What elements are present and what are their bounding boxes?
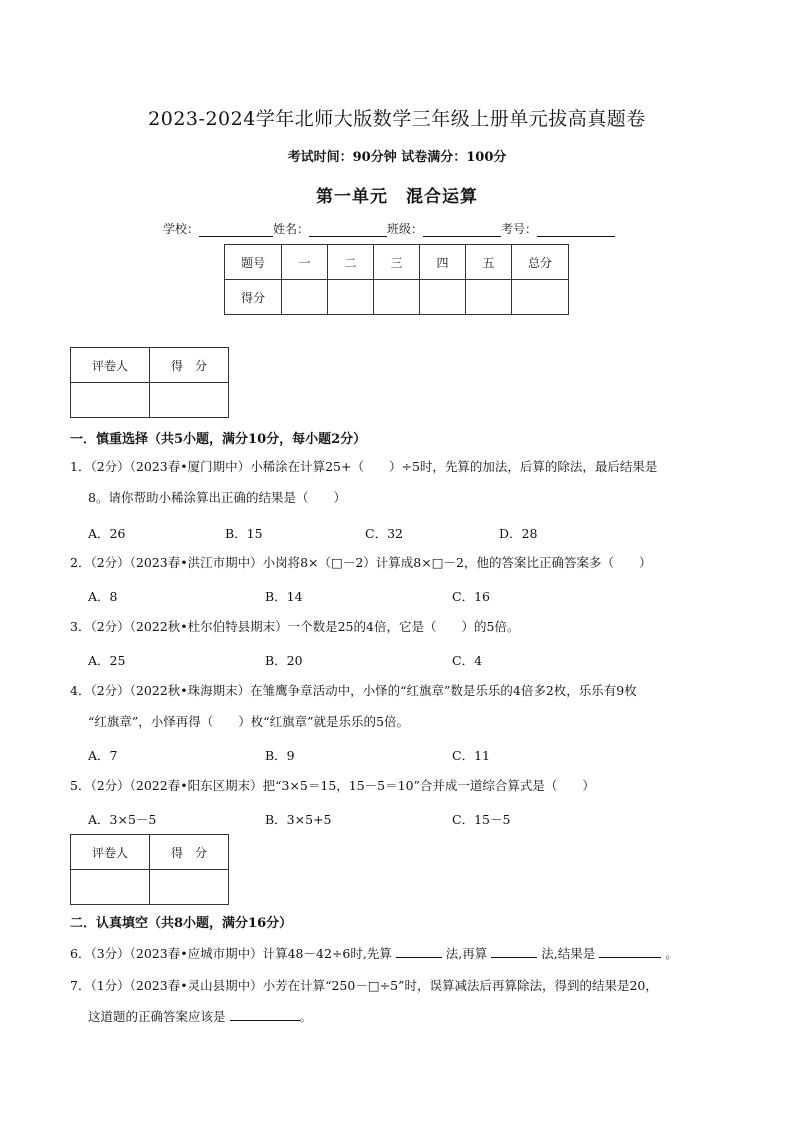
- question-3: [70, 611, 730, 642]
- score-cell[interactable]: [512, 280, 569, 315]
- score-header-cell: 总分: [512, 245, 569, 280]
- question-text: 4．（2分）（2022秋•珠海期末）在雏鹰争章活动中，小怿的“红旗章”数是乐乐的4倍多2枚，乐乐有9枚: [70, 683, 637, 698]
- exam-number-label: 考号：: [501, 222, 538, 236]
- answer-blank[interactable]: [396, 943, 442, 958]
- grader-box: [70, 834, 229, 905]
- option-b[interactable]: B．3×5+5: [265, 812, 332, 827]
- question-text: 7．（1分）（2023春•灵山县期中）小芳在计算“250－□÷5”时，误算减法后再算除法，得到的结果是20，: [70, 978, 658, 993]
- reviewer-label: 评卷人: [71, 835, 150, 870]
- score-header-cell: 五: [466, 245, 512, 280]
- score-cell[interactable]: [150, 870, 229, 905]
- score-label: 得 分: [150, 348, 229, 383]
- score-cell[interactable]: [282, 280, 328, 315]
- name-label: 姓名：: [273, 222, 310, 236]
- question-1: [70, 451, 730, 513]
- page-title: 2023-2024学年北师大版数学三年级上册单元拔高真题卷: [148, 108, 646, 130]
- score-cell[interactable]: [328, 280, 374, 315]
- question-text: 法,再算: [445, 946, 488, 961]
- question-text-line2: [70, 1001, 730, 1032]
- reviewer-label: 评卷人: [71, 348, 150, 383]
- option-b[interactable]: B．14: [265, 589, 303, 604]
- score-header-cell: 二: [328, 245, 374, 280]
- question-text: 。: [299, 1009, 313, 1024]
- section-heading: 二．认真填空（共8小题，满分16分）: [70, 916, 293, 931]
- score-row-label: 得分: [225, 280, 282, 315]
- score-cell[interactable]: [150, 383, 229, 418]
- option-a[interactable]: A．7: [88, 748, 118, 763]
- question-text: 6．（3分）（2023春•应城市期中）计算48－42÷6时,先算: [70, 946, 392, 961]
- option-c[interactable]: C．15－5: [452, 812, 511, 827]
- answer-blank[interactable]: [599, 943, 661, 958]
- option-d[interactable]: D．28: [499, 526, 538, 541]
- option-c[interactable]: C．16: [452, 589, 490, 604]
- section-heading: 一．慎重选择（共5小题，满分10分，每小题2分）: [70, 432, 367, 447]
- option-c[interactable]: C．11: [452, 748, 490, 763]
- option-b[interactable]: B．15: [225, 526, 263, 541]
- class-field[interactable]: [423, 222, 501, 237]
- score-table-score-row: [225, 280, 569, 315]
- question-6: [70, 938, 730, 969]
- school-label: 学校：: [163, 222, 200, 236]
- option-c[interactable]: C．4: [452, 653, 483, 668]
- score-header-cell: 一: [282, 245, 328, 280]
- option-c[interactable]: C．32: [365, 526, 403, 541]
- student-info-row: [163, 220, 615, 237]
- class-label: 班级：: [387, 222, 424, 236]
- score-cell[interactable]: [374, 280, 420, 315]
- exam-info: 考试时间：90分钟 试卷满分：100分: [287, 150, 507, 165]
- name-field[interactable]: [309, 222, 387, 237]
- score-cell[interactable]: [420, 280, 466, 315]
- option-a[interactable]: A．3×5－5: [88, 812, 157, 827]
- option-b[interactable]: B．9: [265, 748, 295, 763]
- question-text: 5．（2分）（2022春•阳东区期末）把“3×5＝15，15－5＝10”合并成一道综合算式是（ ）: [70, 778, 595, 793]
- exam-number-field[interactable]: [537, 222, 615, 237]
- question-text: 2．（2分）（2023春•洪江市期中）小岗将8×（□－2）计算成8×□－2，他的答案比正确答案多（ ）: [70, 555, 652, 570]
- school-field[interactable]: [199, 222, 273, 237]
- reviewer-cell[interactable]: [71, 870, 150, 905]
- score-cell[interactable]: [466, 280, 512, 315]
- score-table: [224, 244, 569, 315]
- score-label: 得 分: [150, 835, 229, 870]
- score-table-header-row: [225, 245, 569, 280]
- option-a[interactable]: A．26: [88, 526, 126, 541]
- question-7: [70, 970, 730, 1032]
- score-header-cell: 三: [374, 245, 420, 280]
- answer-blank[interactable]: [230, 1006, 300, 1021]
- option-a[interactable]: A．25: [88, 653, 126, 668]
- score-header-cell: 题号: [225, 245, 282, 280]
- question-2: [70, 547, 730, 578]
- question-text: 法,结果是: [541, 946, 596, 961]
- question-text: 3．（2分）（2022秋•杜尔伯特县期末）一个数是25的4倍，它是（ ）的5倍。: [70, 619, 520, 634]
- grader-box: [70, 347, 229, 418]
- reviewer-cell[interactable]: [71, 383, 150, 418]
- question-text: 这道题的正确答案应该是: [88, 1009, 226, 1024]
- question-text: 1．（2分）（2023春•厦门期中）小稀涂在计算25+（ ）÷5时，先算的加法，后算的除法，最后结果是: [70, 459, 658, 474]
- option-a[interactable]: A．8: [88, 589, 118, 604]
- option-b[interactable]: B．20: [265, 653, 303, 668]
- unit-title: 第一单元 混合运算: [316, 187, 478, 207]
- question-text: 8。请你帮助小稀涂算出正确的结果是（ ）: [88, 490, 346, 505]
- question-text: “红旗章”，小怿再得（ ）枚“红旗章”就是乐乐的5倍。: [88, 714, 410, 729]
- score-header-cell: 四: [420, 245, 466, 280]
- question-text: 。: [665, 946, 678, 961]
- question-5: [70, 770, 730, 801]
- question-4: [70, 675, 730, 737]
- answer-blank[interactable]: [491, 943, 537, 958]
